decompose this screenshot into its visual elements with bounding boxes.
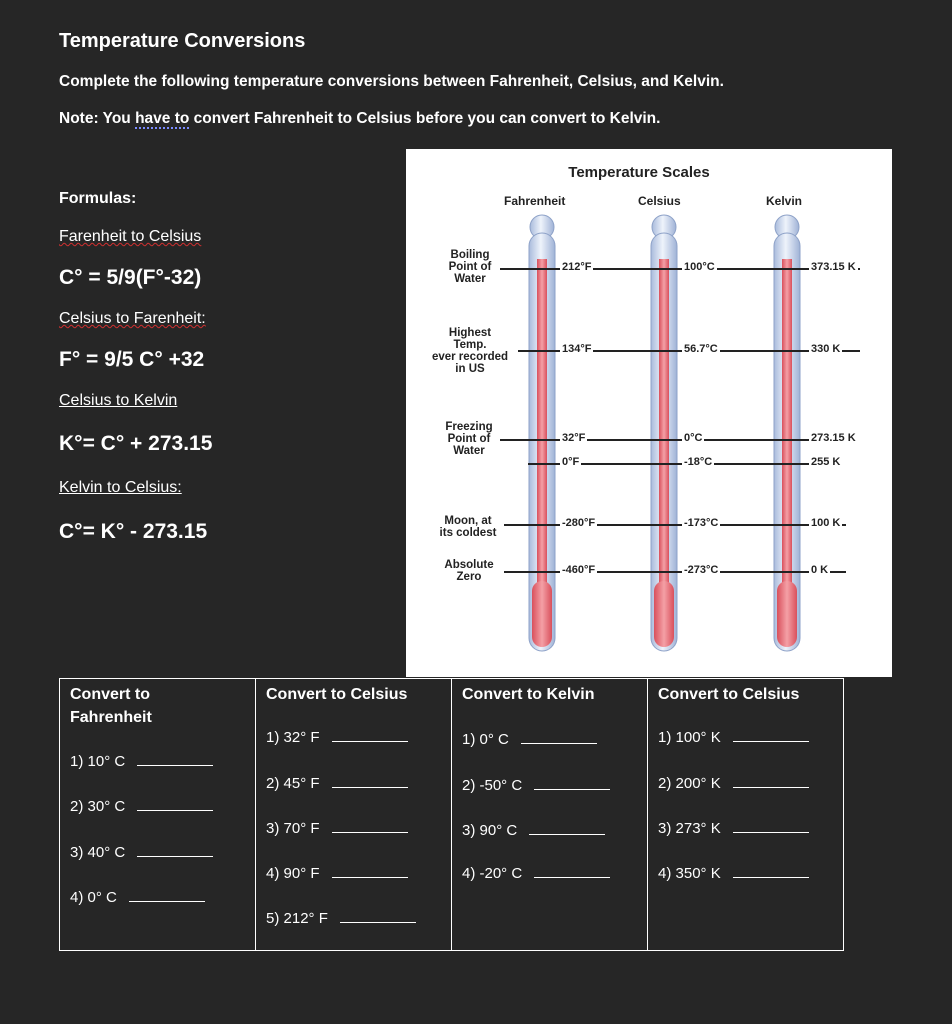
formulas-heading: Formulas:	[59, 190, 137, 207]
conversion-table	[59, 678, 844, 951]
problem-item: 2) -50° C	[462, 777, 610, 794]
reading-f-moon: -280°F	[562, 517, 596, 529]
reading-f-zero: 0°F	[562, 456, 580, 468]
answer-blank[interactable]	[137, 764, 213, 766]
problem-item: 3) 70° F	[266, 820, 408, 837]
reading-c-highest: 56.7°C	[684, 343, 718, 355]
note-emphasis: have to	[135, 110, 190, 127]
thermometer-celsius	[651, 215, 677, 651]
label-highest-temp: Highest Temp. ever recorded in US	[431, 327, 509, 375]
reading-k-moon: 100 K	[811, 517, 841, 529]
answer-blank[interactable]	[733, 786, 809, 788]
label-boiling-point: Boiling Point of Water	[448, 249, 492, 285]
problem-item: 2) 45° F	[266, 775, 408, 792]
column-heading: Convert to Fahrenheit	[70, 686, 152, 726]
column-kelvin-to-celsius	[648, 679, 843, 950]
reading-c-moon: -173°C	[684, 517, 719, 529]
answer-blank[interactable]	[733, 740, 809, 742]
reading-f-boiling: 212°F	[562, 261, 592, 273]
formula-k-to-c: C°= K° - 273.15	[59, 520, 208, 543]
temperature-scales-figure	[406, 149, 892, 677]
label-moon-coldest: Moon, at its coldest	[439, 515, 497, 539]
problem-item: 4) -20° C	[462, 865, 610, 882]
problem-item: 3) 90° C	[462, 822, 605, 839]
thermometers-graphic	[406, 149, 892, 677]
answer-blank[interactable]	[137, 809, 213, 811]
reading-k-zero: 255 K	[811, 456, 841, 468]
problem-item: 1) 10° C	[70, 753, 213, 770]
column-to-kelvin	[452, 679, 648, 950]
column-to-celsius	[256, 679, 452, 950]
formula-label-k-to-c: Kelvin to Celsius:	[59, 479, 182, 496]
reading-c-boiling: 100°C	[684, 261, 715, 273]
reading-k-highest: 330 K	[811, 343, 841, 355]
reading-f-highest: 134°F	[562, 343, 592, 355]
problem-item: 3) 40° C	[70, 844, 213, 861]
answer-blank[interactable]	[137, 855, 213, 857]
column-to-fahrenheit	[60, 679, 256, 950]
problem-item: 5) 212° F	[266, 910, 416, 927]
reading-c-zero: -18°C	[684, 456, 713, 468]
label-absolute-zero: Absolute Zero	[444, 559, 494, 583]
problem-item: 2) 30° C	[70, 798, 213, 815]
scale-heading-kelvin: Kelvin	[766, 194, 803, 208]
formula-c-to-k: K°= C° + 273.15	[59, 432, 213, 455]
column-heading: Convert to Celsius	[266, 686, 408, 703]
thermometer-fahrenheit	[529, 215, 555, 651]
reading-f-freezing: 32°F	[562, 432, 586, 444]
answer-blank[interactable]	[332, 831, 408, 833]
answer-blank[interactable]	[534, 788, 610, 790]
note-suffix: convert Fahrenheit to Celsius before you can convert to Kelvin.	[189, 110, 661, 127]
problem-item: 1) 100° K	[658, 729, 809, 746]
answer-blank[interactable]	[129, 900, 205, 902]
problem-item: 1) 0° C	[462, 731, 597, 748]
answer-blank[interactable]	[534, 876, 610, 878]
answer-blank[interactable]	[332, 786, 408, 788]
figure-title: Temperature Scales	[568, 164, 710, 181]
reading-k-boiling: 373.15 K	[811, 261, 856, 273]
answer-blank[interactable]	[332, 876, 408, 878]
column-heading: Convert to Kelvin	[462, 686, 595, 703]
problem-item: 2) 200° K	[658, 775, 809, 792]
label-freezing-point: Freezing Point of Water	[445, 421, 493, 457]
answer-blank[interactable]	[529, 833, 605, 835]
answer-blank[interactable]	[332, 740, 408, 742]
formula-c-to-f: F° = 9/5 C° +32	[59, 348, 205, 371]
page-title: Temperature Conversions	[59, 30, 306, 52]
reading-c-absolute: -273°C	[684, 564, 719, 576]
problem-item: 4) 0° C	[70, 889, 205, 906]
answer-blank[interactable]	[521, 742, 597, 744]
answer-blank[interactable]	[733, 876, 809, 878]
reading-k-absolute: 0 K	[811, 564, 829, 576]
scale-heading-celsius: Celsius	[638, 194, 681, 208]
problem-item: 4) 350° K	[658, 865, 809, 882]
formula-f-to-c: C° = 5/9(F°-32)	[59, 266, 202, 289]
formula-label-f-to-c: Farenheit to Celsius	[59, 228, 202, 245]
thermometer-kelvin	[774, 215, 800, 651]
reading-c-freezing: 0°C	[684, 432, 703, 444]
problem-item: 4) 90° F	[266, 865, 408, 882]
instructions: Complete the following temperature conversions between Fahrenheit, Celsius, and Kelvin.	[59, 73, 724, 90]
note	[59, 110, 660, 128]
formula-label-c-to-f: Celsius to Farenheit:	[59, 310, 206, 327]
note-prefix: Note: You	[59, 110, 136, 127]
problem-item: 1) 32° F	[266, 729, 408, 746]
problem-item: 3) 273° K	[658, 820, 809, 837]
scale-heading-fahrenheit: Fahrenheit	[504, 194, 566, 208]
answer-blank[interactable]	[733, 831, 809, 833]
column-heading: Convert to Celsius	[658, 686, 800, 703]
answer-blank[interactable]	[340, 921, 416, 923]
reading-f-absolute: -460°F	[562, 564, 596, 576]
formula-label-c-to-k: Celsius to Kelvin	[59, 392, 178, 409]
reading-k-freezing: 273.15 K	[811, 432, 856, 444]
